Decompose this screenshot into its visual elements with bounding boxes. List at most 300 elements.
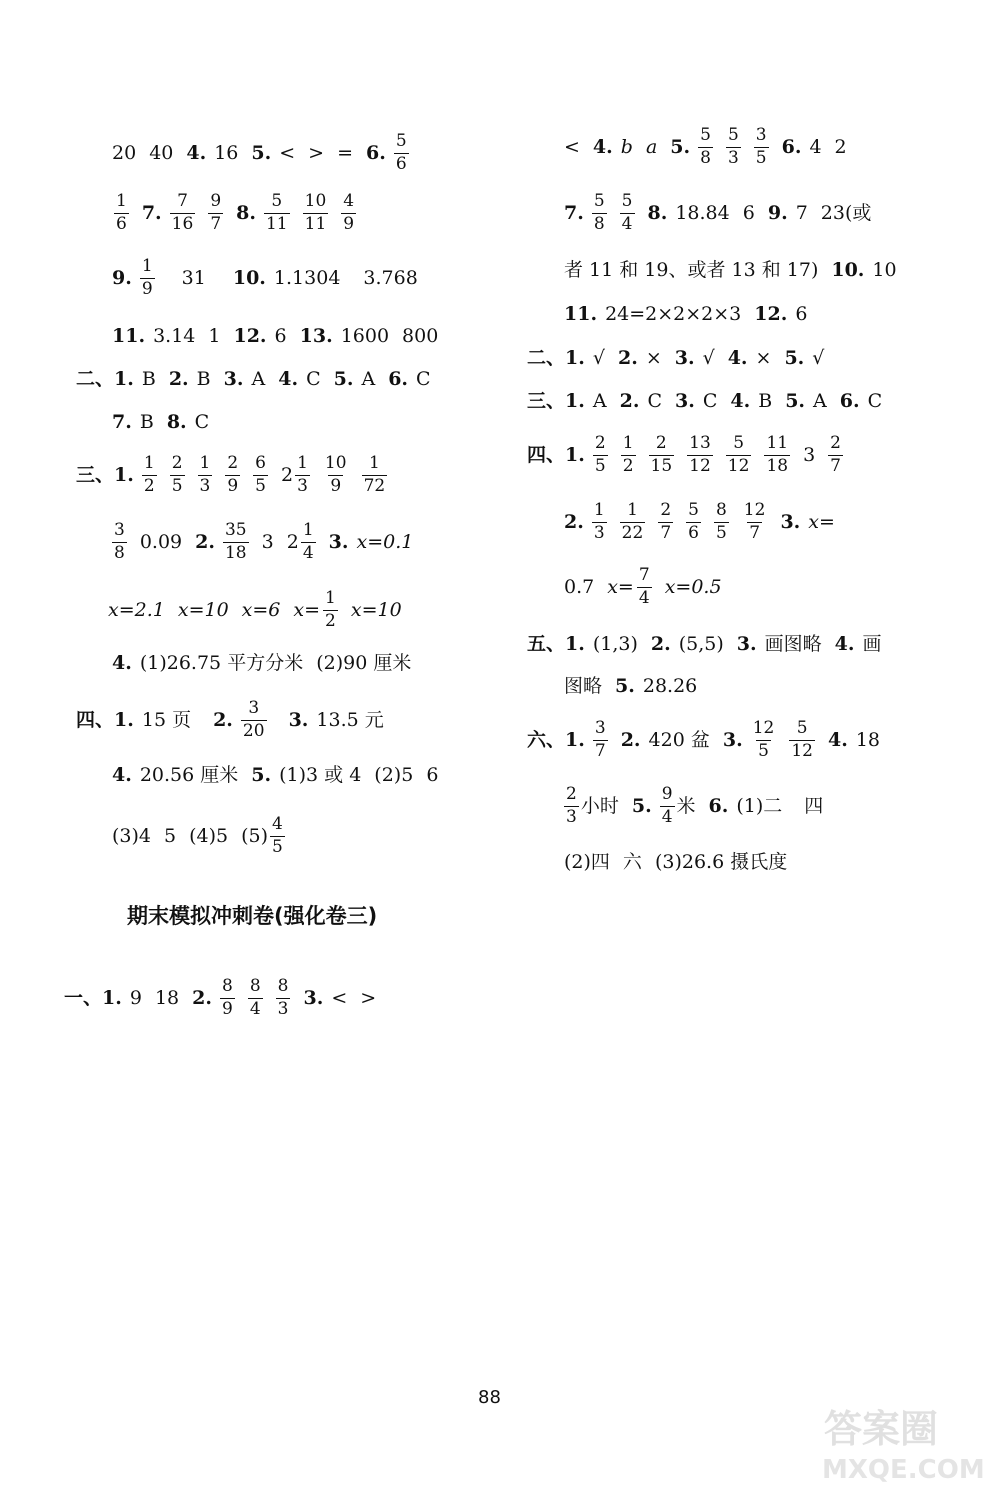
item-number: 11. xyxy=(112,325,146,347)
numerator: 5 xyxy=(271,191,283,211)
item-number: 2. xyxy=(195,530,215,553)
numerator: 4 xyxy=(343,191,355,211)
numerator: 7 xyxy=(638,565,650,585)
answer-line xyxy=(112,133,422,174)
answer: 图略 xyxy=(564,675,603,697)
answer: 3.768 xyxy=(363,266,418,289)
answer: √ xyxy=(812,347,825,369)
answer: (1,3) xyxy=(592,633,638,655)
answer: 四 xyxy=(804,794,824,817)
fraction xyxy=(564,786,579,827)
item-number: 8. xyxy=(166,411,187,433)
answer: b xyxy=(620,135,633,158)
answer-line xyxy=(108,590,415,631)
denominator: 2 xyxy=(325,610,336,631)
answer: 800 xyxy=(402,325,439,347)
denominator: 6 xyxy=(116,213,127,234)
item-number: 7. xyxy=(141,201,162,224)
fraction xyxy=(225,455,240,496)
answer: A xyxy=(361,368,376,390)
numerator: 1 xyxy=(143,453,155,473)
item-number: 3. xyxy=(223,368,244,390)
fraction xyxy=(248,978,263,1019)
item-number: 3. xyxy=(722,728,743,751)
item-number: 7. xyxy=(564,201,584,224)
fraction xyxy=(303,193,329,234)
item-number: 4. xyxy=(112,652,132,674)
numerator: 1 xyxy=(593,500,605,520)
item-number: 2. xyxy=(617,347,638,369)
numerator: 1 xyxy=(297,453,308,473)
answer: 米 xyxy=(676,794,696,817)
answer: 1.1304 xyxy=(273,266,341,289)
numerator: 2 xyxy=(171,453,183,473)
answer: 小时 xyxy=(580,794,619,817)
denominator: 5 xyxy=(715,522,727,543)
numerator: 8 xyxy=(249,976,261,996)
fraction xyxy=(726,435,752,476)
numerator: 5 xyxy=(621,191,633,211)
answer: C xyxy=(306,368,321,390)
fraction xyxy=(621,435,636,476)
answer: × xyxy=(755,347,772,369)
item-number: 6. xyxy=(839,390,860,412)
denominator: 4 xyxy=(661,806,673,827)
numerator: 9 xyxy=(661,784,673,804)
fraction xyxy=(323,455,349,496)
answer: (1)3 或 4 xyxy=(279,764,362,786)
answer: √ xyxy=(702,347,715,369)
item-number: 5. xyxy=(784,347,805,369)
numerator: 3 xyxy=(755,125,767,145)
item-number: 5. xyxy=(670,135,691,158)
answer: 420 盆 xyxy=(648,728,710,751)
answer-line xyxy=(114,193,369,234)
fraction xyxy=(301,522,316,563)
answer: (2)90 厘米 xyxy=(316,652,412,674)
answer-line xyxy=(112,766,451,785)
section-label: 四、 xyxy=(76,708,115,731)
item-number: 6. xyxy=(781,135,802,158)
answer: (3)4 xyxy=(112,824,152,847)
answer: 六 xyxy=(622,851,642,873)
fraction xyxy=(687,435,713,476)
answer-line xyxy=(527,720,893,761)
equation: x= xyxy=(808,510,835,533)
fraction xyxy=(276,978,291,1019)
fraction xyxy=(114,193,129,234)
numerator: 1 xyxy=(627,500,638,520)
answer: B xyxy=(758,390,773,412)
item-number: 3. xyxy=(288,708,309,731)
denominator: 4 xyxy=(621,213,633,234)
denominator: 6 xyxy=(395,153,407,174)
answer: < xyxy=(564,135,580,158)
item-number: 1. xyxy=(565,390,585,412)
answer: 5 xyxy=(164,824,177,847)
denominator: 9 xyxy=(221,998,233,1019)
answer: 2 xyxy=(834,135,847,158)
numerator: 1 xyxy=(199,453,211,473)
fraction xyxy=(341,193,356,234)
denominator: 22 xyxy=(621,522,644,543)
answer-line xyxy=(564,786,836,827)
numerator: 8 xyxy=(715,500,727,520)
denominator: 9 xyxy=(330,475,342,496)
denominator: 9 xyxy=(141,278,153,299)
numerator: 11 xyxy=(766,433,789,453)
answer: 1 xyxy=(208,325,221,347)
answer-line xyxy=(76,455,400,496)
answer: a xyxy=(645,135,658,158)
answer: 20.56 厘米 xyxy=(139,764,239,786)
denominator: 7 xyxy=(594,740,606,761)
equation: x= xyxy=(293,598,321,621)
section-label: 二、 xyxy=(76,368,115,390)
item-number: 2. xyxy=(564,510,584,533)
section-label: 一、 xyxy=(64,986,103,1009)
answer: 18 xyxy=(855,728,880,751)
numerator: 5 xyxy=(688,500,699,520)
answer: > xyxy=(360,986,377,1009)
answer: × xyxy=(645,347,662,369)
answer: 画图略 xyxy=(764,633,822,655)
item-number: 4. xyxy=(186,141,207,164)
item-number: 3. xyxy=(674,390,695,412)
answer-line xyxy=(112,816,298,857)
answer-line xyxy=(527,392,895,411)
item-number: 2. xyxy=(620,728,641,751)
denominator: 5 xyxy=(594,455,606,476)
equation: x= xyxy=(607,575,634,598)
item-number: 5. xyxy=(333,368,354,390)
denominator: 12 xyxy=(689,455,711,476)
numerator: 1 xyxy=(116,191,127,211)
item-number: 5. xyxy=(631,794,652,817)
numerator: 10 xyxy=(304,191,327,211)
item-number: 4. xyxy=(730,390,751,412)
fraction xyxy=(726,127,741,168)
fraction xyxy=(714,502,729,543)
answer: 0.09 xyxy=(139,530,183,553)
item-number: 2. xyxy=(192,986,212,1009)
item-number: 2. xyxy=(168,368,189,390)
fraction xyxy=(170,193,196,234)
denominator: 5 xyxy=(272,836,283,857)
answer: (5) xyxy=(241,824,269,847)
answer-line xyxy=(564,305,820,324)
item-number: 11. xyxy=(564,303,598,325)
numerator: 5 xyxy=(796,718,808,738)
item-number: 5. xyxy=(251,764,272,786)
answer-line xyxy=(112,258,431,299)
answer: 23(或 xyxy=(820,201,872,224)
item-number: 13. xyxy=(299,325,333,347)
section-label: 四、 xyxy=(527,443,566,466)
fraction xyxy=(592,502,607,543)
fraction xyxy=(698,127,713,168)
answer: 13.5 元 xyxy=(316,708,384,731)
item-number: 6. xyxy=(388,368,409,390)
item-number: 4. xyxy=(834,633,855,655)
numerator: 2 xyxy=(655,433,667,453)
answer: A xyxy=(251,368,266,390)
equation: x=0.1 xyxy=(356,530,414,553)
item-number: 2. xyxy=(619,390,640,412)
fraction xyxy=(620,502,646,543)
fraction xyxy=(789,720,815,761)
answer: 6 xyxy=(426,764,439,786)
answer: √ xyxy=(592,347,605,369)
numerator: 2 xyxy=(566,784,577,804)
fraction xyxy=(686,502,701,543)
answer-line xyxy=(112,413,222,432)
denominator: 12 xyxy=(727,455,750,476)
numerator: 5 xyxy=(395,131,407,151)
item-number: 1. xyxy=(102,986,122,1009)
answer-line xyxy=(564,502,848,543)
fraction xyxy=(140,258,155,299)
answer: 15 页 xyxy=(141,708,192,731)
answer: B xyxy=(196,368,211,390)
item-number: 2. xyxy=(213,708,233,731)
denominator: 5 xyxy=(255,475,266,496)
fraction xyxy=(620,193,635,234)
answer: 3.14 xyxy=(153,325,196,347)
fraction xyxy=(198,455,213,496)
fraction xyxy=(649,435,675,476)
denominator: 4 xyxy=(249,998,261,1019)
denominator: 5 xyxy=(755,147,767,168)
fraction xyxy=(170,455,185,496)
answer: (1)二 xyxy=(736,794,783,817)
numerator: 35 xyxy=(224,520,247,540)
answer: < xyxy=(331,986,348,1009)
fraction xyxy=(241,700,267,741)
numerator: 8 xyxy=(221,976,233,996)
numerator: 8 xyxy=(277,976,289,996)
equation: x=10 xyxy=(177,598,229,621)
answer: = xyxy=(337,141,354,164)
answer: 1600 xyxy=(340,325,390,347)
item-number: 3. xyxy=(736,633,757,655)
numerator: 1 xyxy=(141,256,153,276)
answer: C xyxy=(867,390,883,412)
fraction xyxy=(764,435,790,476)
fraction xyxy=(637,567,652,608)
fraction xyxy=(220,978,235,1019)
answer-line xyxy=(564,193,884,234)
denominator: 3 xyxy=(727,147,739,168)
answer: 7 xyxy=(795,201,808,224)
numerator: 1 xyxy=(368,453,380,473)
answer: 画 xyxy=(862,633,882,655)
answer: B xyxy=(139,411,154,433)
numerator: 1 xyxy=(325,588,336,608)
fraction xyxy=(270,816,285,857)
section-label: 五、 xyxy=(527,633,566,655)
item-number: 4. xyxy=(592,135,613,158)
equation: x=10 xyxy=(350,598,402,621)
mixed-whole: 2 xyxy=(281,463,294,486)
page-number: 88 xyxy=(478,1387,501,1408)
item-number: 12. xyxy=(233,325,267,347)
numerator: 2 xyxy=(227,453,239,473)
item-number: 3. xyxy=(780,510,801,533)
denominator: 9 xyxy=(343,213,355,234)
numerator: 5 xyxy=(700,125,711,145)
section-label: 六、 xyxy=(527,728,566,751)
fraction xyxy=(742,502,768,543)
mixed-whole: 2 xyxy=(286,530,299,553)
denominator: 9 xyxy=(227,475,239,496)
fraction xyxy=(592,193,607,234)
item-number: 4. xyxy=(112,764,132,786)
denominator: 18 xyxy=(224,542,247,563)
item-number: 1. xyxy=(565,443,585,466)
fraction xyxy=(593,720,608,761)
item-number: 1. xyxy=(114,463,134,486)
numerator: 3 xyxy=(114,520,125,540)
numerator: 2 xyxy=(660,500,672,520)
numerator: 10 xyxy=(324,453,347,473)
answer: 3 xyxy=(261,530,274,553)
answer: 9 xyxy=(129,986,142,1009)
denominator: 3 xyxy=(199,475,211,496)
numerator: 12 xyxy=(743,500,766,520)
answer: 6 xyxy=(742,201,755,224)
answer: 10 xyxy=(872,259,897,281)
watermark-url: MXQE.COM xyxy=(822,1455,985,1484)
section-heading: 期末模拟冲刺卷(强化卷三) xyxy=(127,904,378,928)
answer-line xyxy=(64,978,389,1019)
denominator: 16 xyxy=(171,213,194,234)
numerator: 12 xyxy=(752,718,775,738)
equation: x=0.5 xyxy=(664,575,722,598)
answer: 28.26 xyxy=(642,675,698,697)
denominator: 6 xyxy=(688,522,699,543)
numerator: 1 xyxy=(622,433,634,453)
item-number: 1. xyxy=(114,368,134,390)
numerator: 1 xyxy=(302,520,314,540)
fraction xyxy=(751,720,777,761)
numerator: 5 xyxy=(727,125,739,145)
denominator: 15 xyxy=(650,455,673,476)
equation: x=2.1 xyxy=(108,598,165,621)
denominator: 4 xyxy=(302,542,314,563)
item-number: 4. xyxy=(727,347,748,369)
numerator: 13 xyxy=(689,433,711,453)
item-number: 3. xyxy=(674,347,695,369)
answer-line xyxy=(112,522,426,563)
answer: 40 xyxy=(149,141,174,164)
answer-line xyxy=(527,349,837,368)
fraction xyxy=(362,455,388,496)
numerator: 4 xyxy=(272,814,283,834)
item-number: 2. xyxy=(650,633,671,655)
item-number: 6. xyxy=(366,141,386,164)
answer: (2)5 xyxy=(374,764,414,786)
numerator: 5 xyxy=(593,191,605,211)
item-number: 9. xyxy=(767,201,788,224)
answer: 20 xyxy=(112,141,137,164)
answer-line xyxy=(564,261,910,280)
answer-line xyxy=(112,654,424,673)
fraction xyxy=(323,590,338,631)
answer: B xyxy=(141,368,156,390)
answer: (2)四 xyxy=(564,851,610,873)
item-number: 12. xyxy=(754,303,788,325)
answer-line xyxy=(76,700,397,741)
numerator: 3 xyxy=(248,698,260,718)
numerator: 5 xyxy=(733,433,745,453)
denominator: 2 xyxy=(143,475,155,496)
answer: C xyxy=(416,368,431,390)
fraction xyxy=(394,133,409,174)
watermark-logo xyxy=(820,1398,990,1484)
denominator: 8 xyxy=(593,213,605,234)
item-number: 5. xyxy=(615,675,635,697)
section-label: 三、 xyxy=(76,463,115,486)
fraction xyxy=(295,455,310,496)
fraction xyxy=(660,786,675,827)
item-number: 6. xyxy=(708,794,729,817)
denominator: 7 xyxy=(210,213,222,234)
denominator: 8 xyxy=(114,542,125,563)
answer-line xyxy=(527,435,856,476)
answer: > xyxy=(308,141,325,164)
fraction xyxy=(208,193,223,234)
answer-line xyxy=(564,567,735,608)
denominator: 5 xyxy=(758,740,769,761)
answer: 16 xyxy=(214,141,239,164)
answer: 18.84 xyxy=(675,201,730,224)
numerator: 2 xyxy=(594,433,606,453)
item-number: 4. xyxy=(827,728,848,751)
denominator: 3 xyxy=(277,998,289,1019)
denominator: 8 xyxy=(700,147,711,168)
fraction xyxy=(253,455,268,496)
numerator: 2 xyxy=(830,433,841,453)
answer: (5,5) xyxy=(678,633,724,655)
denominator: 7 xyxy=(830,455,841,476)
answer: 24=2×2×2×3 xyxy=(605,303,742,325)
answer: C xyxy=(702,390,718,412)
equation: x=6 xyxy=(241,598,281,621)
answer: C xyxy=(647,390,662,412)
fraction xyxy=(828,435,843,476)
item-number: 1. xyxy=(114,708,134,731)
item-number: 10. xyxy=(232,266,266,289)
denominator: 3 xyxy=(566,806,577,827)
item-number: 1. xyxy=(565,728,585,751)
section-label: 二、 xyxy=(527,347,566,369)
denominator: 4 xyxy=(638,587,650,608)
denominator: 20 xyxy=(242,720,265,741)
item-number: 9. xyxy=(112,266,132,289)
answer: 31 xyxy=(181,266,206,289)
answer: (3)26.6 摄氏度 xyxy=(654,851,788,873)
fraction xyxy=(112,522,127,563)
answer: 0.7 xyxy=(564,575,595,598)
answer: 6 xyxy=(274,325,287,347)
denominator: 2 xyxy=(622,455,634,476)
answer-line xyxy=(527,635,895,654)
denominator: 18 xyxy=(766,455,789,476)
item-number: 1. xyxy=(565,633,585,655)
fraction xyxy=(264,193,290,234)
answer: 者 11 和 19、或者 13 和 17) xyxy=(564,259,819,281)
